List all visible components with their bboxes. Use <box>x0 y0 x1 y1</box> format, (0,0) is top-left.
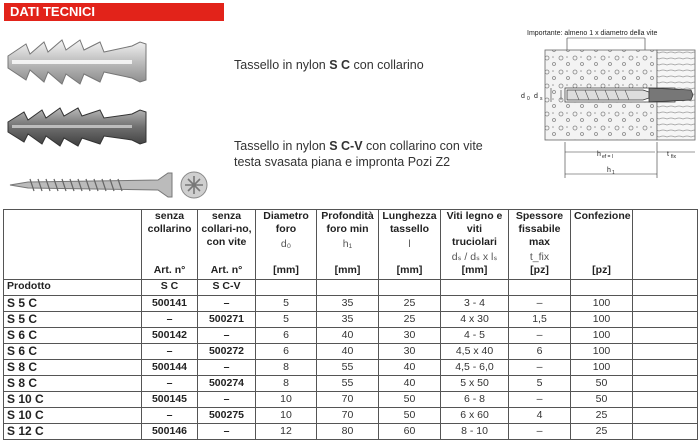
value-cell: 4,5 - 6,0 <box>441 360 509 376</box>
empty-cell <box>633 328 698 344</box>
header-cell <box>633 210 698 265</box>
diagram-tfix-label: t <box>667 151 669 158</box>
product-cell: S 10 C <box>4 408 142 424</box>
table-row <box>4 392 698 408</box>
unit-cell: Art. n° <box>142 264 198 280</box>
unit-cell: Art. n° <box>198 264 256 280</box>
diagram-hef-label: h <box>597 151 601 158</box>
spec-table <box>3 209 698 440</box>
value-cell: 100 <box>571 360 633 376</box>
value-cell: 5 <box>256 296 317 312</box>
article-cell: – <box>198 328 256 344</box>
article-cell: – <box>142 408 198 424</box>
value-cell: 25 <box>571 424 633 440</box>
value-cell: 5 <box>256 312 317 328</box>
article-cell: 500141 <box>142 296 198 312</box>
table-row <box>4 296 698 312</box>
value-cell: 40 <box>317 344 379 360</box>
table-units-row <box>4 264 698 280</box>
article-cell: – <box>142 344 198 360</box>
value-cell: 10 <box>256 408 317 424</box>
article-cell: 500142 <box>142 328 198 344</box>
value-cell: – <box>509 328 571 344</box>
unit-cell: [mm] <box>379 264 441 280</box>
article-cell: – <box>142 312 198 328</box>
value-cell: – <box>509 296 571 312</box>
header-symbol: h₁ <box>342 238 353 250</box>
value-cell: 100 <box>571 296 633 312</box>
product-cell: S 6 C <box>4 328 142 344</box>
value-cell: 8 - 10 <box>441 424 509 440</box>
value-cell: 25 <box>379 312 441 328</box>
anchor-scv-image <box>4 104 154 150</box>
value-cell: 100 <box>571 328 633 344</box>
banner-underline <box>4 20 224 21</box>
value-cell: 40 <box>379 360 441 376</box>
article-cell: 500275 <box>198 408 256 424</box>
article-cell: – <box>198 296 256 312</box>
value-cell: 1,5 <box>509 312 571 328</box>
value-cell: 4 <box>509 408 571 424</box>
value-cell: 30 <box>379 344 441 360</box>
installation-diagram <box>515 26 697 184</box>
code-cell: S C <box>142 280 198 296</box>
value-cell: 3 - 4 <box>441 296 509 312</box>
unit-cell: [pz] <box>509 264 571 280</box>
header-cell <box>509 210 571 265</box>
article-cell: 500145 <box>142 392 198 408</box>
unit-cell <box>4 264 142 280</box>
value-cell: 40 <box>379 376 441 392</box>
value-cell: – <box>509 360 571 376</box>
header-cell <box>317 210 379 265</box>
code-cell: S C-V <box>198 280 256 296</box>
header-title: Profondità foro min <box>321 210 374 235</box>
table-row <box>4 328 698 344</box>
svg-text:1: 1 <box>612 170 615 176</box>
value-cell: 50 <box>379 408 441 424</box>
empty-cell <box>633 424 698 440</box>
header-cell <box>379 210 441 265</box>
table-row <box>4 424 698 440</box>
header-cell <box>4 210 142 265</box>
product-sc-description: Tassello in nylon S C con collarino <box>234 58 424 72</box>
svg-text:ef = l: ef = l <box>602 154 613 160</box>
header-title: senza collari-no, con vite <box>201 210 252 248</box>
empty-cell <box>633 296 698 312</box>
value-cell: 55 <box>317 360 379 376</box>
empty-cell <box>633 408 698 424</box>
section-banner: DATI TECNICI <box>4 3 224 20</box>
value-cell: 12 <box>256 424 317 440</box>
value-cell: 5 <box>509 376 571 392</box>
value-cell: 50 <box>571 392 633 408</box>
header-title: Viti legno e viti truciolari <box>446 210 503 248</box>
header-title: Confezione <box>574 210 631 222</box>
table-row <box>4 408 698 424</box>
product-cell: S 8 C <box>4 360 142 376</box>
value-cell: 60 <box>379 424 441 440</box>
article-cell: 500272 <box>198 344 256 360</box>
table-row <box>4 376 698 392</box>
header-cell <box>256 210 317 265</box>
screw-image <box>8 165 208 205</box>
header-cell <box>571 210 633 265</box>
value-cell: – <box>509 392 571 408</box>
code-cell <box>633 280 698 296</box>
svg-text:0: 0 <box>527 96 530 102</box>
diagram-ds-label: d <box>534 93 538 100</box>
header-title: Lunghezza tassello <box>382 210 437 235</box>
header-symbol: l <box>408 238 411 250</box>
article-cell: – <box>198 392 256 408</box>
article-cell: – <box>198 424 256 440</box>
value-cell: 8 <box>256 360 317 376</box>
value-cell: 55 <box>317 376 379 392</box>
value-cell: 50 <box>571 376 633 392</box>
value-cell: – <box>509 424 571 440</box>
code-cell <box>509 280 571 296</box>
header-cell <box>441 210 509 265</box>
value-cell: 30 <box>379 328 441 344</box>
table-row <box>4 360 698 376</box>
value-cell: 5 x 50 <box>441 376 509 392</box>
anchor-sc-image <box>4 36 154 88</box>
code-cell <box>441 280 509 296</box>
value-cell: 50 <box>379 392 441 408</box>
value-cell: 6 <box>256 344 317 360</box>
value-cell: 70 <box>317 408 379 424</box>
unit-cell: [pz] <box>571 264 633 280</box>
article-cell: 500271 <box>198 312 256 328</box>
header-cell <box>142 210 198 265</box>
value-cell: 4 x 30 <box>441 312 509 328</box>
article-cell: 500146 <box>142 424 198 440</box>
header-symbol: d₀ <box>280 238 292 250</box>
empty-cell <box>633 392 698 408</box>
table-row <box>4 312 698 328</box>
code-cell <box>256 280 317 296</box>
header-title: senza collarino <box>147 210 192 235</box>
product-cell: S 12 C <box>4 424 142 440</box>
article-cell: 500274 <box>198 376 256 392</box>
diagram-h1-label: h <box>607 167 611 174</box>
article-cell: – <box>142 376 198 392</box>
unit-cell: [mm] <box>317 264 379 280</box>
value-cell: 6 - 8 <box>441 392 509 408</box>
code-cell <box>571 280 633 296</box>
value-cell: 35 <box>317 296 379 312</box>
table-codes-row <box>4 280 698 296</box>
value-cell: 100 <box>571 312 633 328</box>
svg-text:fix: fix <box>671 154 676 160</box>
value-cell: 35 <box>317 312 379 328</box>
code-cell <box>317 280 379 296</box>
product-cell: S 5 C <box>4 296 142 312</box>
empty-cell <box>633 360 698 376</box>
empty-cell <box>633 376 698 392</box>
value-cell: 70 <box>317 392 379 408</box>
table-body <box>4 296 698 440</box>
empty-cell <box>633 312 698 328</box>
product-cell: S 8 C <box>4 376 142 392</box>
value-cell: 100 <box>571 344 633 360</box>
diagram-d0-label: d <box>521 93 525 100</box>
header-symbol: dₛ / dₛ x lₛ <box>451 251 498 263</box>
product-scv-description: Tassello in nylon S C-V con collarino con vite testa svasata piana e impronta Pozi Z2 <box>234 139 483 169</box>
table-row <box>4 344 698 360</box>
article-cell: 500144 <box>142 360 198 376</box>
unit-cell: [mm] <box>441 264 509 280</box>
value-cell: 25 <box>571 408 633 424</box>
svg-text:s: s <box>540 96 543 102</box>
value-cell: 6 <box>509 344 571 360</box>
code-cell: Prodotto <box>4 280 142 296</box>
value-cell: 6 <box>256 328 317 344</box>
value-cell: 25 <box>379 296 441 312</box>
value-cell: 6 x 60 <box>441 408 509 424</box>
value-cell: 80 <box>317 424 379 440</box>
product-cell: S 10 C <box>4 392 142 408</box>
unit-cell <box>633 264 698 280</box>
value-cell: 4 - 5 <box>441 328 509 344</box>
header-title: Diametro foro <box>263 210 309 235</box>
value-cell: 40 <box>317 328 379 344</box>
product-cell: S 5 C <box>4 312 142 328</box>
diagram-note: Importante: almeno 1 x diametro della vite <box>527 30 658 37</box>
value-cell: 10 <box>256 392 317 408</box>
value-cell: 8 <box>256 376 317 392</box>
header-symbol: t_fix <box>529 251 550 263</box>
value-cell: 4,5 x 40 <box>441 344 509 360</box>
table-header-row <box>4 210 698 265</box>
header-title: Spessore fissabile max <box>515 210 564 248</box>
header-cell <box>198 210 256 265</box>
unit-cell: [mm] <box>256 264 317 280</box>
article-cell: – <box>198 360 256 376</box>
product-cell: S 6 C <box>4 344 142 360</box>
code-cell <box>379 280 441 296</box>
empty-cell <box>633 344 698 360</box>
